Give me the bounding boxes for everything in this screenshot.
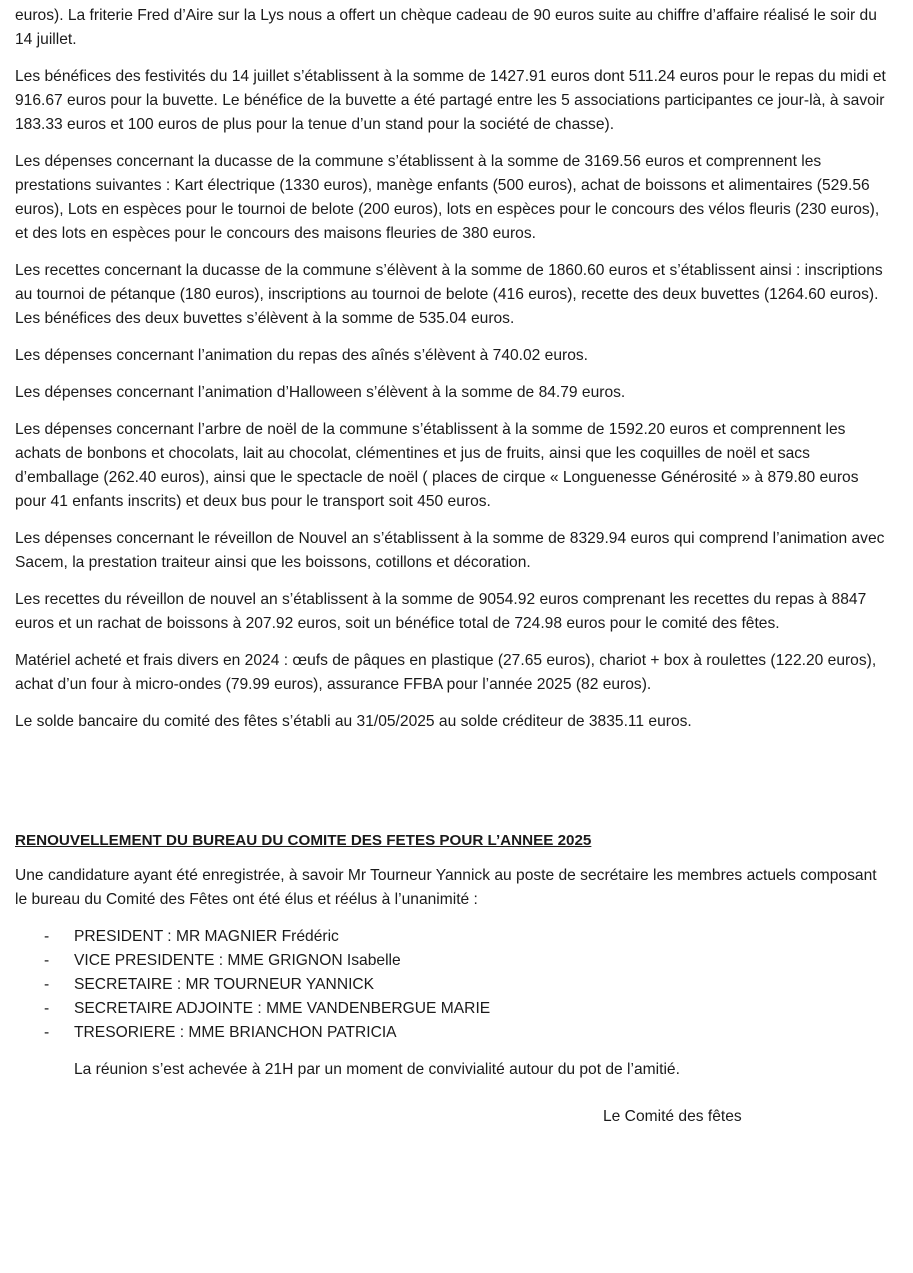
- list-bullet: -: [44, 1000, 50, 1017]
- list-item-president: [15, 925, 893, 949]
- member-tresoriere: TRESORIERE : MME BRIANCHON PATRICIA: [74, 1024, 397, 1041]
- closing-sentence: La réunion s’est achevée à 21H par un moment de convivialité autour du pot de l’amitié.: [74, 1061, 680, 1078]
- member-secretaire-adjointe: SECRETAIRE ADJOINTE : MME VANDENBERGUE MARIE: [74, 1000, 491, 1017]
- member-secretaire: SECRETAIRE : MR TOURNEUR YANNICK: [74, 976, 375, 993]
- bureau-members-list: [15, 925, 893, 1045]
- paragraph-ducasse-recettes: Les recettes concernant la ducasse de la commune s’élèvent à la somme de 1860.60 euros et s’établissent ainsi : inscriptions au tournoi de pétanque (180 euros), inscriptions au tournoi de belote (416 euros), recette des deux buvettes (1264.60 euros). Les bénéfices des deux buvettes s’élèvent à la somme de 535.04 euros.: [15, 262, 883, 327]
- bureau-intro: Une candidature ayant été enregistrée, à savoir Mr Tourneur Yannick au poste de secrétaire les membres actuels composant le bureau du Comité des Fêtes ont été élus et réélus à l’unanimité :: [15, 867, 877, 908]
- list-bullet: -: [44, 928, 50, 945]
- list-item-vice-presidente: [15, 949, 893, 973]
- list-item-secretaire-adjointe: [15, 997, 893, 1021]
- list-bullet: -: [44, 976, 50, 993]
- list-bullet: -: [44, 952, 50, 969]
- section-spacer: [15, 747, 893, 829]
- member-vice-presidente: VICE PRESIDENTE : MME GRIGNON Isabelle: [74, 952, 401, 969]
- member-president: PRESIDENT : MR MAGNIER Frédéric: [74, 928, 339, 945]
- paragraph-arbre-noel: Les dépenses concernant l’arbre de noël de la commune s’établissent à la somme de 1592.20 euros et comprennent les achats de bonbons et chocolats, lait au chocolat, clémentines et jus de fruits, ainsi que les coquilles de noël et sacs d’emballage (262.40 euros), ainsi que le spectacle de noël ( places de cirque « Longuenesse Générosité » à 879.80 euros pour 41 enfants inscrits) et deux bus pour le transport soit 450 euros.: [15, 421, 859, 510]
- list-item-tresoriere: [15, 1021, 893, 1045]
- paragraph-reveillon-recettes: Les recettes du réveillon de nouvel an s’établissent à la somme de 9054.92 euros comprenant les recettes du repas à 8847 euros et un rachat de boissons à 207.92 euros, soit un bénéfice total de 724.98 euros pour le comité des fêtes.: [15, 591, 867, 632]
- list-item-secretaire: [15, 973, 893, 997]
- paragraph-14-juillet: Les bénéfices des festivités du 14 juillet s’établissent à la somme de 1427.91 euros dont 511.24 euros pour le repas du midi et 916.67 euros pour la buvette. Le bénéfice de la buvette a été partagé entre les 5 associations participantes ce jour-là, à savoir 183.33 euros et 100 euros de plus pour la tenue d’un stand pour la société de chasse).: [15, 68, 886, 133]
- paragraph-repas-aines: Les dépenses concernant l’animation du repas des aînés s’élèvent à 740.02 euros.: [15, 347, 589, 364]
- signature: Le Comité des fêtes: [603, 1108, 742, 1125]
- document-page: [15, 4, 893, 1129]
- paragraph-reveillon-depenses: Les dépenses concernant le réveillon de Nouvel an s’établissent à la somme de 8329.94 euros qui comprend l’animation avec Sacem, la prestation traiteur ainsi que les boissons, cotillons et décoration.: [15, 530, 885, 571]
- paragraph-materiel: Matériel acheté et frais divers en 2024 : œufs de pâques en plastique (27.65 euros), chariot + box à roulettes (122.20 euros), achat d’un four à micro-ondes (79.99 euros), assurance FFBA pour l’année 2025 (82 euros).: [15, 652, 877, 693]
- paragraph-halloween: Les dépenses concernant l’animation d’Halloween s’élèvent à la somme de 84.79 euros.: [15, 384, 626, 401]
- paragraph-friterie: euros). La friterie Fred d’Aire sur la Lys nous a offert un chèque cadeau de 90 euros suite au chiffre d’affaire réalisé le soir du 14 juillet.: [15, 7, 877, 48]
- paragraph-ducasse-depenses: Les dépenses concernant la ducasse de la commune s’établissent à la somme de 3169.56 euros et comprennent les prestations suivantes : Kart électrique (1330 euros), manège enfants (500 euros), achat de boissons et alimentaires (529.56 euros), Lots en espèces pour le tournoi de belote (200 euros), lots en espèces pour le concours des vélos fleuris (230 euros), et des lots en espèces pour le concours des maisons fleuries de 380 euros.: [15, 153, 880, 242]
- paragraph-solde-bancaire: Le solde bancaire du comité des fêtes s’établi au 31/05/2025 au solde créditeur de 3835.11 euros.: [15, 713, 692, 730]
- list-bullet: -: [44, 1024, 50, 1041]
- section-title-bureau: RENOUVELLEMENT DU BUREAU DU COMITE DES FETES POUR L’ANNEE 2025: [15, 832, 592, 849]
